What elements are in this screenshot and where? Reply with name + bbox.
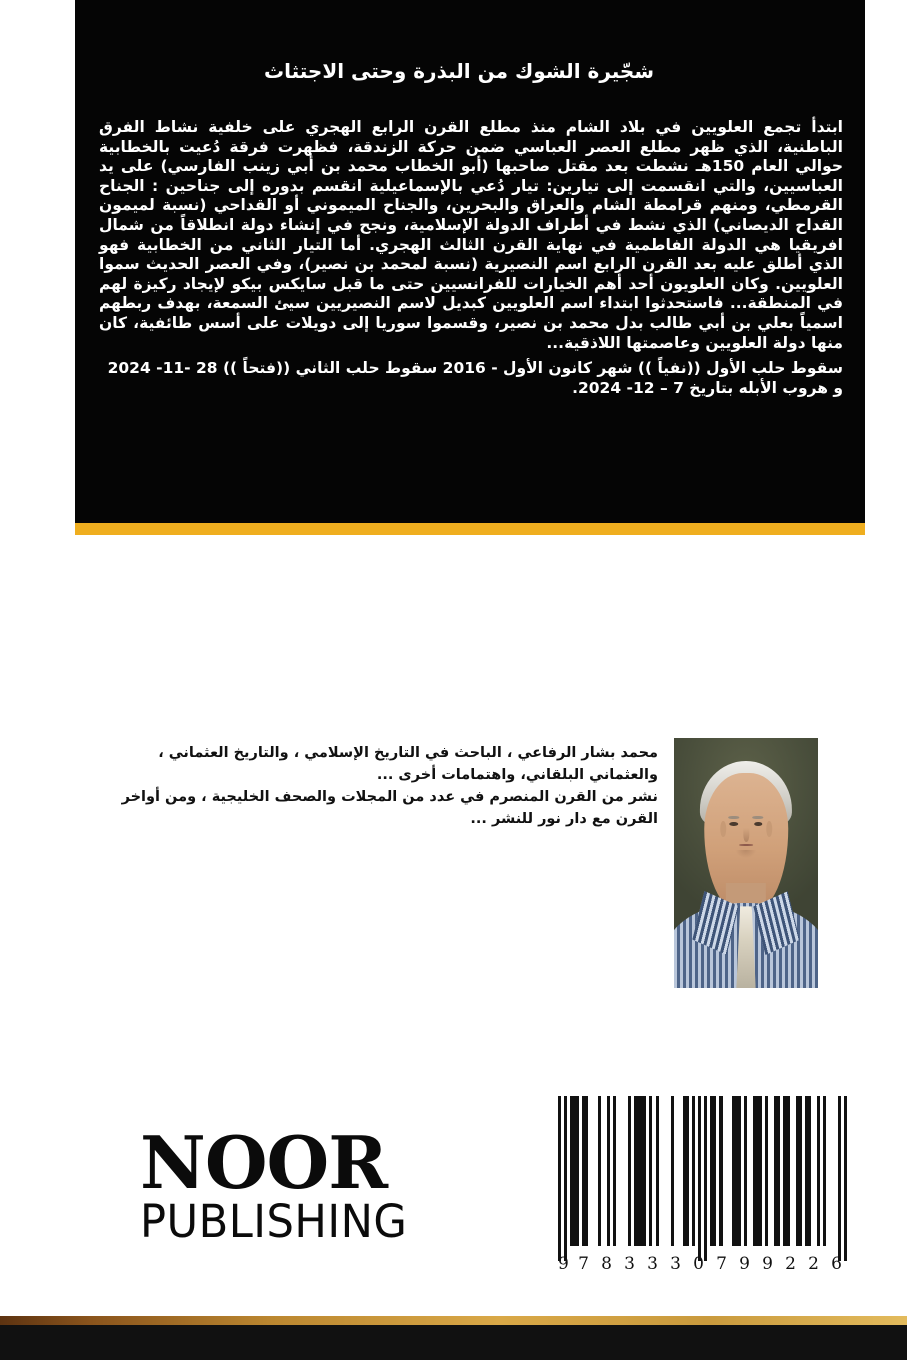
- publisher-name-secondary: PUBLISHING: [140, 1195, 408, 1248]
- barcode-digit: 7: [716, 1254, 727, 1274]
- author-bio-line: نشر من القرن المنصرم في عدد من المجلات والصحف الخليجية ، ومن أواخر القرن مع دار نور للنشر ...: [121, 789, 658, 827]
- eye-left: [730, 822, 738, 826]
- barcode-lead-digit: 9: [558, 1254, 569, 1274]
- blurb-panel: [75, 0, 865, 523]
- gold-accent-band: [75, 523, 865, 535]
- barcode-digit: 3: [670, 1254, 681, 1274]
- spine-gold-strip: [0, 1316, 907, 1325]
- author-photo-image: [674, 738, 818, 988]
- barcode-digit: 9: [762, 1254, 773, 1274]
- barcode-digit: 7: [578, 1254, 589, 1274]
- eyebrow-left: [728, 816, 739, 819]
- blurb-text: [99, 118, 843, 398]
- barcode-digit: 8: [601, 1254, 612, 1274]
- barcode-digit: 9: [739, 1254, 750, 1274]
- eyebrow-right: [753, 816, 764, 819]
- ear-right: [766, 821, 772, 838]
- blurb-paragraph: ابتدأ تجمع العلويين في بلاد الشام منذ مطلع القرن الرابع الهجري على خلفية نشاط الفرق الباطنية، الذي ظهر مطلع العصر العباسي ضمن حركة الزندقة، فظهرت فرقة دُعيت بالخطابية حوالي العام 150هـ نشطت بعد مقتل صاحبها (أبو الخطاب محمد بن أبي زينب الفارسي) على يد العباسيين، والتي انقسمت إلى تيارين: تيار دُعي بالإسماعيلية انقسم بدوره إلى جناحين : الجناح القرمطي، ومنهم قرامطة الشام والعراق والبحرين، والجناح الميموني أو القداحي (نسبة لميمون القداح الديصاني) الذي نشط في أطراف الدولة الإسلامية، ونجح في إنشاء دولة انطلاقاً من شمال افريقيا هي الدولة الفاطمية في نهاية القرن الثالث الهجري. أما التيار الثاني من الخطابية فهو الذي أطلق عليه بعد القرن الرابع اسم النصيرية (نسبة لمحمد بن نصير)، وفي العصر الحديث سموا العلويين. وكان العلويون أحد أهم الخيارات للفرانسيين حتى ما قبل سايكس بيكو لإيجاد ركيزة لهم في المنطقة... فاستحدثوا ابتداء اسم العلويين كبديل لاسم النصيريين سيئ السمعة، بهدف ربطهم اسمياً بعلي بن أبي طالب بدل محمد بن نصير، وقسموا سوريا إلى دويلات على أسس طائفية، كان منها دولة العلويين وعاصمتها اللاذقية...: [99, 118, 844, 352]
- shirt: [674, 903, 818, 988]
- chin-shadow: [735, 850, 757, 858]
- publisher-logo: [140, 1120, 440, 1248]
- blurb-paragraph: سقوط حلب الأول ((نفياً )) شهر كانون الأول - 2016 سقوط حلب الثاني ((فتحاً )) 28 -11- 2024 و هروب الأبله بتاريخ 7 – 12- 2024.: [107, 359, 843, 397]
- nose: [743, 828, 749, 842]
- author-block: [100, 738, 818, 993]
- barcode-bars: [558, 1096, 848, 1261]
- eye-right: [754, 822, 762, 826]
- author-bio-line: محمد بشار الرفاعي ، الباحث في التاريخ الإسلامي ، والتاريخ العثماني ، والعثماني البلقاني، واهتمامات أخرى ...: [158, 745, 658, 783]
- barcode-digit: 3: [647, 1254, 658, 1274]
- barcode-digit: 0: [693, 1254, 704, 1274]
- barcode-digit: 2: [808, 1254, 819, 1274]
- author-bio: [100, 742, 658, 830]
- author-photo: [674, 738, 818, 988]
- publisher-name-primary: NOOR: [140, 1120, 388, 1205]
- barcode-digit: 6: [831, 1254, 842, 1274]
- book-title: شجّيرة الشوك من البذرة وحتى الاجتثاث: [263, 59, 655, 83]
- barcode-digits: [558, 1254, 848, 1278]
- spine-black-strip: [0, 1325, 907, 1360]
- barcode-module: [844, 1096, 847, 1261]
- ear-left: [720, 821, 726, 838]
- isbn-barcode: [558, 1096, 848, 1296]
- barcode-digit: 2: [785, 1254, 796, 1274]
- mouth: [739, 844, 753, 846]
- barcode-digit-group: [572, 1254, 848, 1278]
- barcode-digit: 3: [624, 1254, 635, 1274]
